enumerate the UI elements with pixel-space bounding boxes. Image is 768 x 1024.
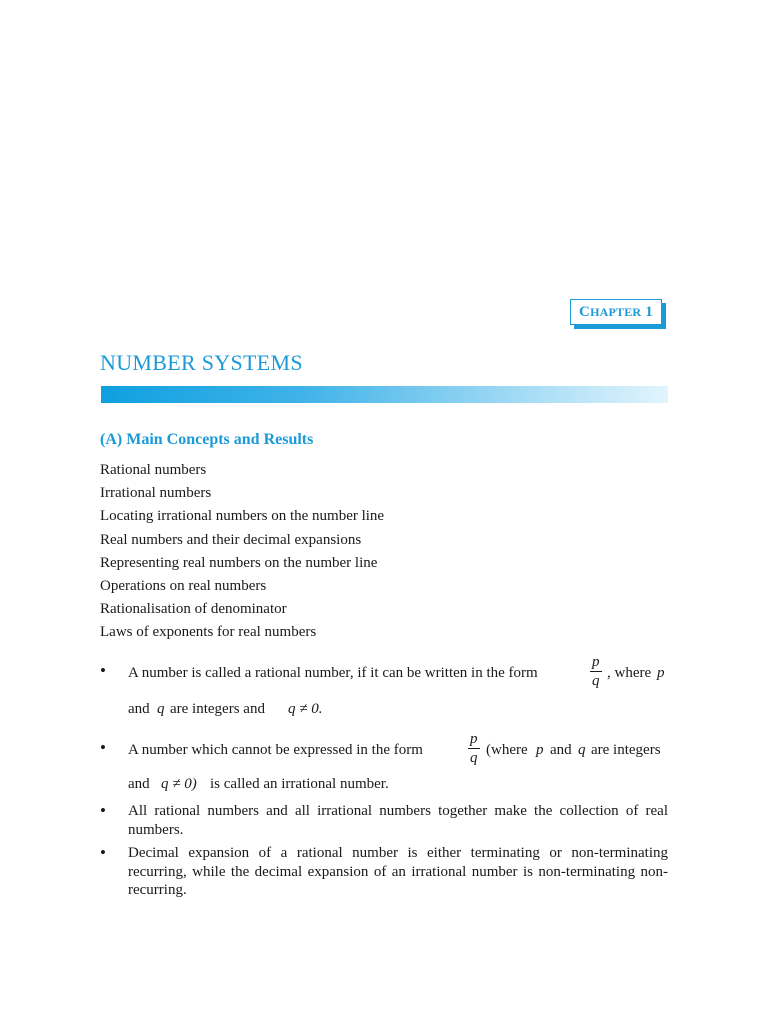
chapter-badge [570, 299, 662, 325]
chapter-title: NUMBER SYSTEMS [100, 350, 303, 375]
bullet-dot-icon: • [100, 801, 106, 820]
bullet-text: are integers [591, 742, 661, 758]
chapter-label-rest: HAPTER [590, 304, 642, 319]
bullet-text: and [128, 701, 150, 717]
bullet-text: All rational numbers and all irrational numbers together make the collection of real numbers. [128, 803, 668, 838]
math-variable: q [578, 742, 586, 758]
math-condition: q ≠ 0. [288, 701, 323, 717]
bullet-text: is called an irrational number. [210, 776, 389, 792]
section-heading: (A) Main Concepts and Results [100, 431, 314, 448]
bullet-irrational-definition [100, 731, 668, 797]
bullet-text: and [128, 776, 150, 792]
fraction-p-over-q [468, 732, 480, 766]
concept-item: Rationalisation of denominator [100, 601, 287, 618]
bullet-rational-definition [100, 654, 668, 722]
concept-item: Locating irrational numbers on the number line [100, 508, 385, 525]
bullet-text: Decimal expansion of a rational number is either terminating or non-terminating recurring, while the decimal expansion of an irrational number is non-terminating non-recurring. [128, 845, 668, 898]
math-variable: q [157, 701, 165, 717]
math-variable: p [657, 665, 665, 681]
fraction-denominator: q [592, 673, 600, 689]
concept-item: Rational numbers [100, 462, 207, 478]
concept-item: Representing real numbers on the number line [100, 554, 378, 571]
math-variable: p [536, 742, 544, 758]
chapter-number: 1 [645, 303, 653, 320]
bullet-dot-icon: • [100, 661, 106, 680]
bullet-text: , where [607, 665, 652, 681]
title-gradient-bar [101, 386, 668, 403]
bullet-decimal-expansion [100, 844, 668, 900]
fraction-numerator: p [470, 731, 478, 747]
bullet-real-numbers [100, 802, 668, 840]
concept-item: Laws of exponents for real numbers [100, 624, 317, 641]
fraction-numerator: p [592, 654, 600, 670]
concept-item: Real numbers and their decimal expansions [100, 531, 362, 548]
chapter-label-initial: C [579, 303, 591, 320]
fraction-denominator: q [470, 750, 478, 766]
bullet-dot-icon: • [100, 843, 106, 862]
bullet-text: A number is called a rational number, if it can be written in the form [128, 665, 538, 681]
fraction-p-over-q [590, 655, 602, 689]
bullet-text: are integers and [170, 701, 265, 717]
concepts-list [100, 459, 384, 645]
concept-item: Irrational numbers [100, 485, 212, 502]
bullet-text: and [550, 742, 572, 758]
math-condition: q ≠ 0) [161, 776, 197, 792]
bullet-text: (where [486, 742, 528, 758]
bullet-dot-icon: • [100, 738, 106, 757]
concept-item: Operations on real numbers [100, 578, 267, 595]
bullet-text: A number which cannot be expressed in the form [128, 742, 423, 758]
